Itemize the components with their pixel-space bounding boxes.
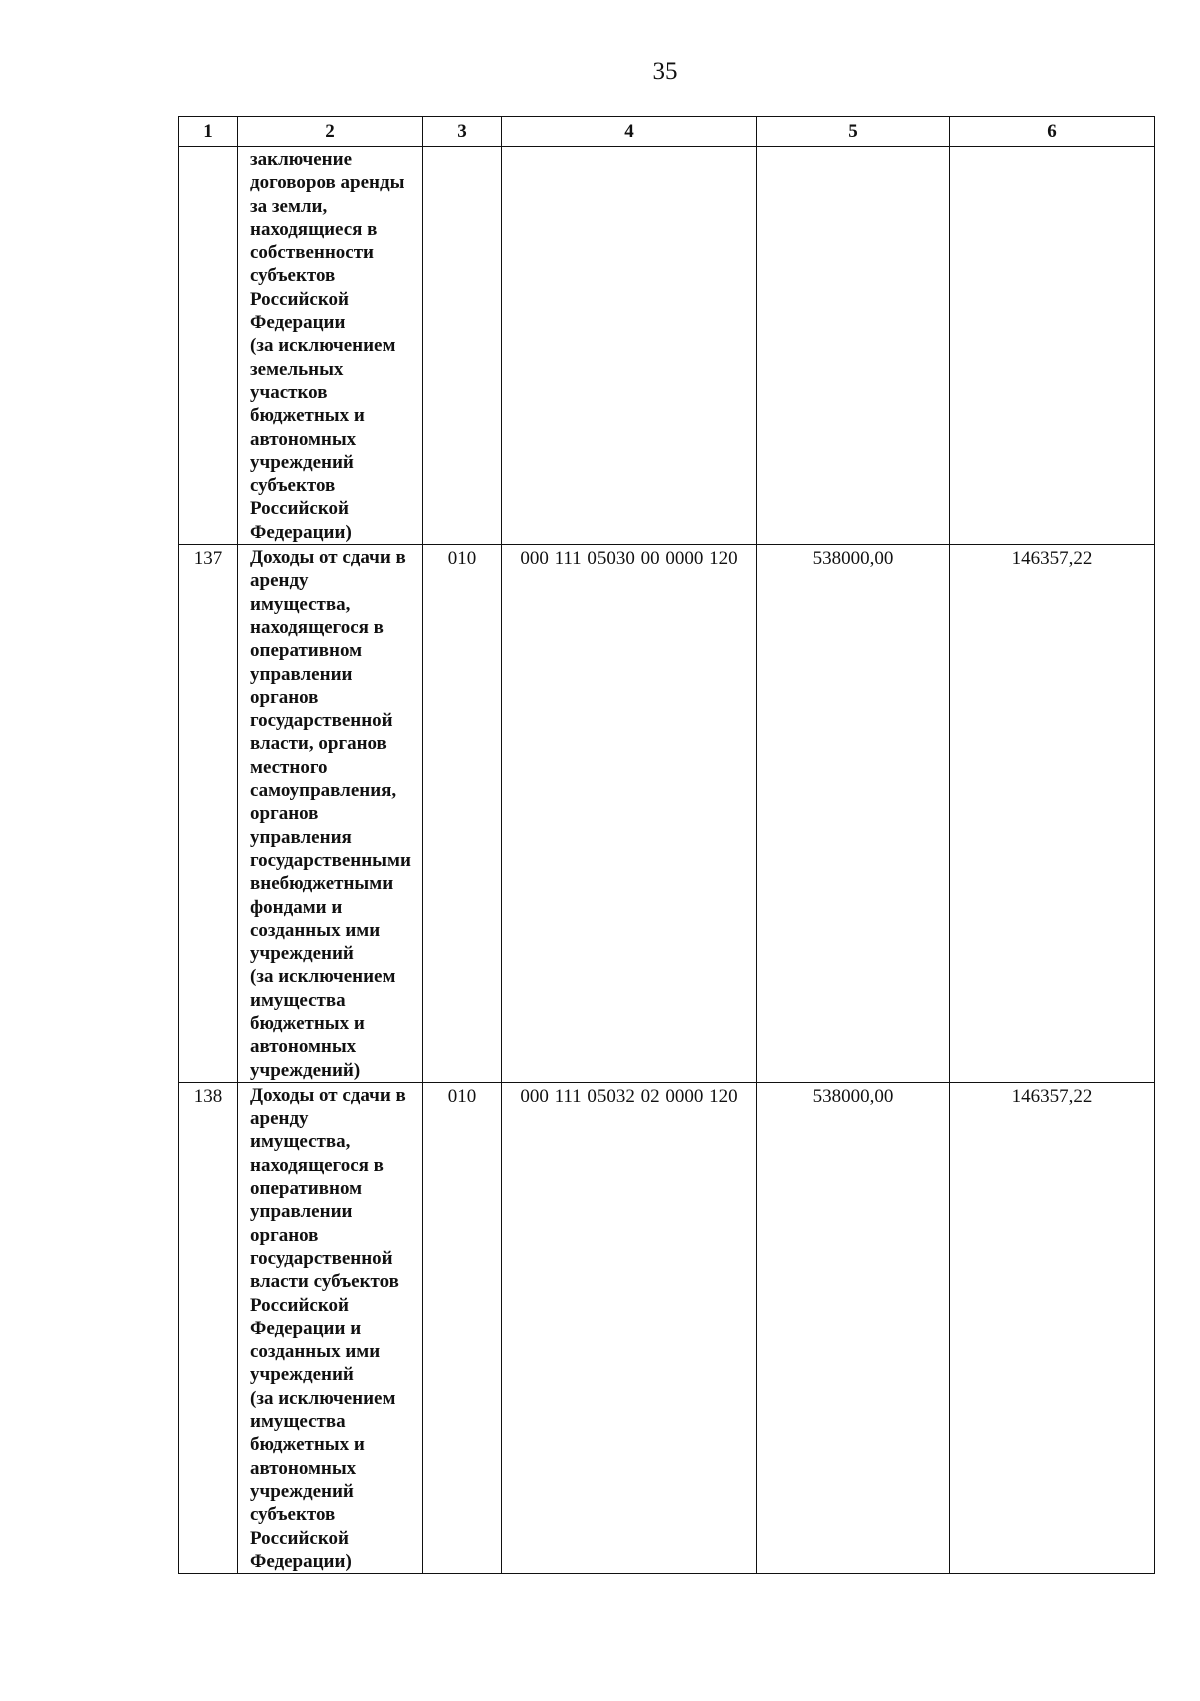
table-header-row <box>179 117 1155 147</box>
description-line: фондами и <box>250 896 343 918</box>
row-number-cell: 138 <box>179 1082 238 1573</box>
description-line: находящегося в <box>250 1154 384 1176</box>
description-line: Российской <box>250 498 349 520</box>
description-line: аренду <box>250 1108 309 1130</box>
description-cell <box>238 147 423 545</box>
description-line: власти субъектов <box>250 1271 399 1293</box>
column-header-1: 1 <box>179 117 238 147</box>
table-row <box>179 1082 1155 1573</box>
description-line: субъектов <box>250 265 336 287</box>
line-code-cell: 010 <box>423 545 502 1083</box>
description-line: (за исключением <box>250 335 396 357</box>
description-line: самоуправления, <box>250 780 397 802</box>
description-line: Российской <box>250 1294 349 1316</box>
description-line: Доходы от сдачи в <box>250 547 406 569</box>
description-line: субъектов <box>250 1504 336 1526</box>
description-line: (за исключением <box>250 1387 396 1409</box>
description-line: Федерации и <box>250 1317 362 1339</box>
page-number: 35 <box>652 58 678 85</box>
description-line: созданных ими <box>250 1341 381 1363</box>
description-line: оперативном <box>250 1178 363 1200</box>
description-line: учреждений <box>250 1364 354 1386</box>
row-number-cell: 137 <box>179 545 238 1083</box>
description-line: учреждений) <box>250 1059 361 1081</box>
description-line: местного <box>250 756 328 778</box>
description-line: учреждений <box>250 451 354 473</box>
description-line: Российской <box>250 1527 349 1549</box>
column-header-3: 3 <box>423 117 502 147</box>
description-line: управлении <box>250 1201 353 1223</box>
description-line: Российской <box>250 288 349 310</box>
description-line: (за исключением <box>250 966 396 988</box>
description-cell <box>238 545 423 1083</box>
planned-amount-cell: 538000,00 <box>757 1082 950 1573</box>
description-line: государственными <box>250 849 411 871</box>
description-line: Федерации) <box>250 521 352 543</box>
description-line: за земли, <box>250 195 328 217</box>
budget-table <box>178 116 1155 1574</box>
description-line: Федерации <box>250 312 346 334</box>
description-line: органов <box>250 686 319 708</box>
description-line: автономных <box>250 428 357 450</box>
planned-amount-cell <box>757 147 950 545</box>
description-line: органов <box>250 1224 319 1246</box>
line-code-cell: 010 <box>423 1082 502 1573</box>
budget-classification-code-cell: 000 111 05030 00 0000 120 <box>502 545 757 1083</box>
description-line: аренду <box>250 570 309 592</box>
description-line: автономных <box>250 1036 357 1058</box>
description-line: имущества <box>250 989 346 1011</box>
actual-amount-cell <box>950 147 1155 545</box>
column-header-2: 2 <box>238 117 423 147</box>
description-line: имущества, <box>250 593 351 615</box>
description-line: автономных <box>250 1457 357 1479</box>
actual-amount-cell: 146357,22 <box>950 545 1155 1083</box>
description-line: имущества <box>250 1411 346 1433</box>
column-header-4: 4 <box>502 117 757 147</box>
description-line: власти, органов <box>250 733 387 755</box>
description-line: созданных ими <box>250 919 381 941</box>
description-line: бюджетных и <box>250 405 365 427</box>
description-line: бюджетных и <box>250 1012 365 1034</box>
description-line: договоров аренды <box>250 172 405 194</box>
description-line: управления <box>250 826 352 848</box>
table-row <box>179 545 1155 1083</box>
budget-classification-code-cell: 000 111 05032 02 0000 120 <box>502 1082 757 1573</box>
description-line: управлении <box>250 663 353 685</box>
description-line: оперативном <box>250 640 363 662</box>
budget-classification-code-cell <box>502 147 757 545</box>
description-line: учреждений <box>250 943 354 965</box>
description-line: внебюджетными <box>250 873 394 895</box>
description-line: субъектов <box>250 475 336 497</box>
line-code-cell <box>423 147 502 545</box>
description-line: заключение <box>250 149 353 170</box>
actual-amount-cell: 146357,22 <box>950 1082 1155 1573</box>
description-line: бюджетных и <box>250 1434 365 1456</box>
description-line: государственной <box>250 710 393 732</box>
description-line: имущества, <box>250 1131 351 1153</box>
table-row <box>179 147 1155 545</box>
column-header-6: 6 <box>950 117 1155 147</box>
description-line: находящиеся в <box>250 218 378 240</box>
description-line: находящегося в <box>250 616 384 638</box>
description-line: Доходы от сдачи в <box>250 1084 406 1106</box>
description-line: земельных <box>250 358 344 380</box>
description-line: собственности <box>250 242 375 264</box>
column-header-5: 5 <box>757 117 950 147</box>
description-line: органов <box>250 803 319 825</box>
description-line: Федерации) <box>250 1550 352 1572</box>
description-line: участков <box>250 381 328 403</box>
row-number-cell <box>179 147 238 545</box>
planned-amount-cell: 538000,00 <box>757 545 950 1083</box>
description-line: государственной <box>250 1247 393 1269</box>
description-line: учреждений <box>250 1480 354 1502</box>
description-cell <box>238 1082 423 1573</box>
